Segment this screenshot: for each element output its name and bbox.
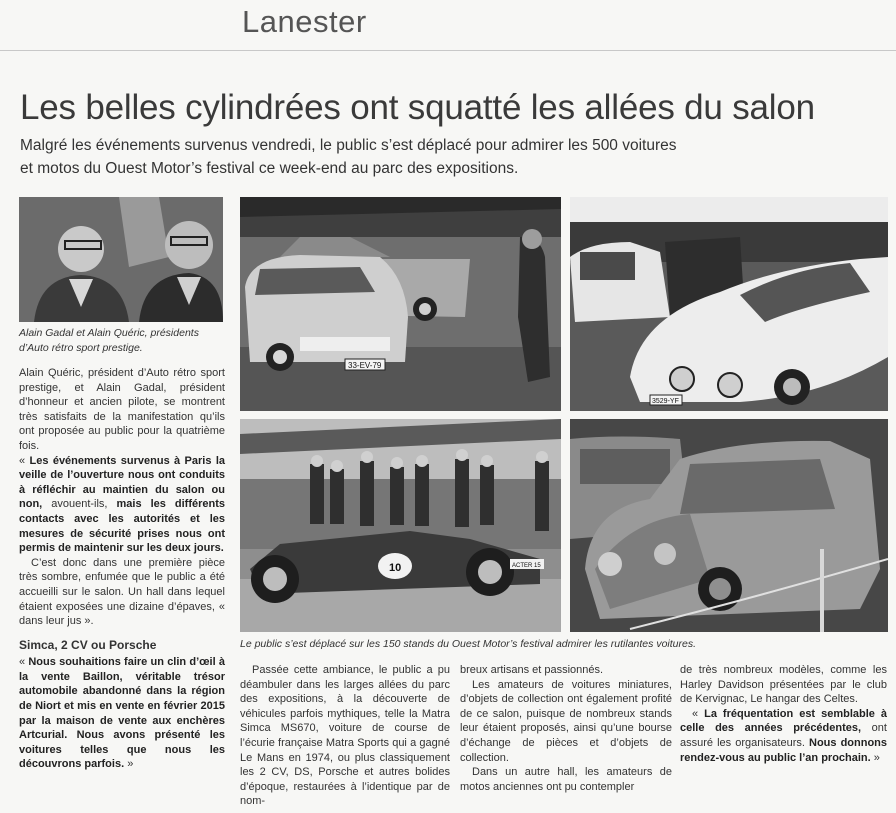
- col1-paragraph-3: C’est donc dans une première pièce très sombre, enfumée que le public a été accueilli sur le salon. Un hall dans lequel étaient exposées une dizaine d’épaves, « dans leur jus ».: [19, 556, 225, 628]
- col1-paragraph-1: Alain Quéric, président d’Auto rétro sport prestige, et Alain Gadal, président d’honneur et ancien pilote, se montrent très satisfaits de la manifestation qu’ils ont proposée au public pour la quatrième fois.: [19, 367, 225, 452]
- article-column-2: [240, 663, 450, 809]
- article-column-4: [680, 663, 887, 765]
- headline: Les belles cylindrées ont squatté les allées du salon: [20, 88, 815, 127]
- col2-paragraph: Passée cette ambiance, le public a pu déambuler dans les larges allées du parc des expositions, à la découverte de véhicules parfois mythiques, telle la Matra Simca MS670, voiture de course de l’écurie française Matra Sports qui a gagné Le Mans en 1974, ou plus classiquement les 2 CV, DS, Porsche et autres bolides d’époque, restaurées à l’identique par de nom-: [240, 664, 450, 808]
- col4-paragraph-2: « La fréquentation est semblable à celle des années précédentes, ont assuré les organisateurs. Nous donnons rendez-vous au public l’an prochain. »: [680, 707, 888, 764]
- col3-paragraph-3: Dans un autre hall, les amateurs de motos anciennes ont pu contempler: [460, 766, 672, 793]
- col4-paragraph-1: de très nombreux modèles, comme les Harley Davidson présentées par le club de Kervignac, Le hangar des Celtes.: [680, 664, 887, 706]
- coupe-plate: 3529-YF: [652, 398, 679, 405]
- standfirst-line-1: Malgré les événements survenus vendredi, le public s’est déplacé pour admirer les 500 voitures: [20, 137, 677, 154]
- col1-paragraph-2: « Les événements survenus à Paris la veille de l’ouverture nous ont conduits à réfléchir au maintien du salon ou non, avouent-ils, mais les différents contacts avec les autorités et les mesures de sécurité prises nous ont permis de maintenir sur les deux jours.: [19, 454, 225, 555]
- portrait-caption-line-1: Alain Gadal et Alain Quéric, présidents: [19, 327, 199, 339]
- race-plate: ACTER 15: [512, 563, 541, 569]
- photo-white-coupe: [570, 197, 888, 411]
- portrait-photo: [19, 197, 223, 322]
- col3-paragraph-1: breux artisans et passionnés.: [460, 664, 604, 676]
- main-caption: Le public s’est déplacé sur les 150 stands du Ouest Motor’s festival admirer les rutilantes voitures.: [240, 638, 697, 650]
- photo-vintage-sedan: [240, 197, 561, 411]
- sedan-plate: 33-EV-79: [348, 361, 382, 370]
- subhead: Simca, 2 CV ou Porsche: [19, 637, 157, 652]
- header-rule: [0, 50, 896, 51]
- race-number: 10: [389, 562, 402, 574]
- photo-race-car: [240, 419, 561, 632]
- col3-paragraph-2: Les amateurs de voitures miniatures, d’objets de collection ont également profité de ce salon, puisque de nombreux stands leur étaient proposés, ainsi qu’une bourse d’échange de pièces et d’objets de collection.: [460, 678, 672, 764]
- portrait-caption: [19, 326, 229, 356]
- col1-paragraph-4: « Nous souhaitions faire un clin d’œil à la vente Baillon, véritable trésor automobile abandonné dans la région de Niort et mis en vente en février 2015 par la maison de vente aux enchères Artcurial. Nous avons présenté les voitures telles que nous les découvrons parfois. »: [19, 656, 225, 771]
- photo-wreck-car: [570, 419, 888, 632]
- portrait-caption-line-2: d’Auto rétro sport prestige.: [19, 342, 143, 354]
- article-column-1: [19, 366, 225, 772]
- section-title: Lanester: [242, 4, 367, 39]
- standfirst-line-2: et motos du Ouest Motor’s festival ce week-end au parc des expositions.: [20, 160, 519, 177]
- article-column-3: [460, 663, 672, 794]
